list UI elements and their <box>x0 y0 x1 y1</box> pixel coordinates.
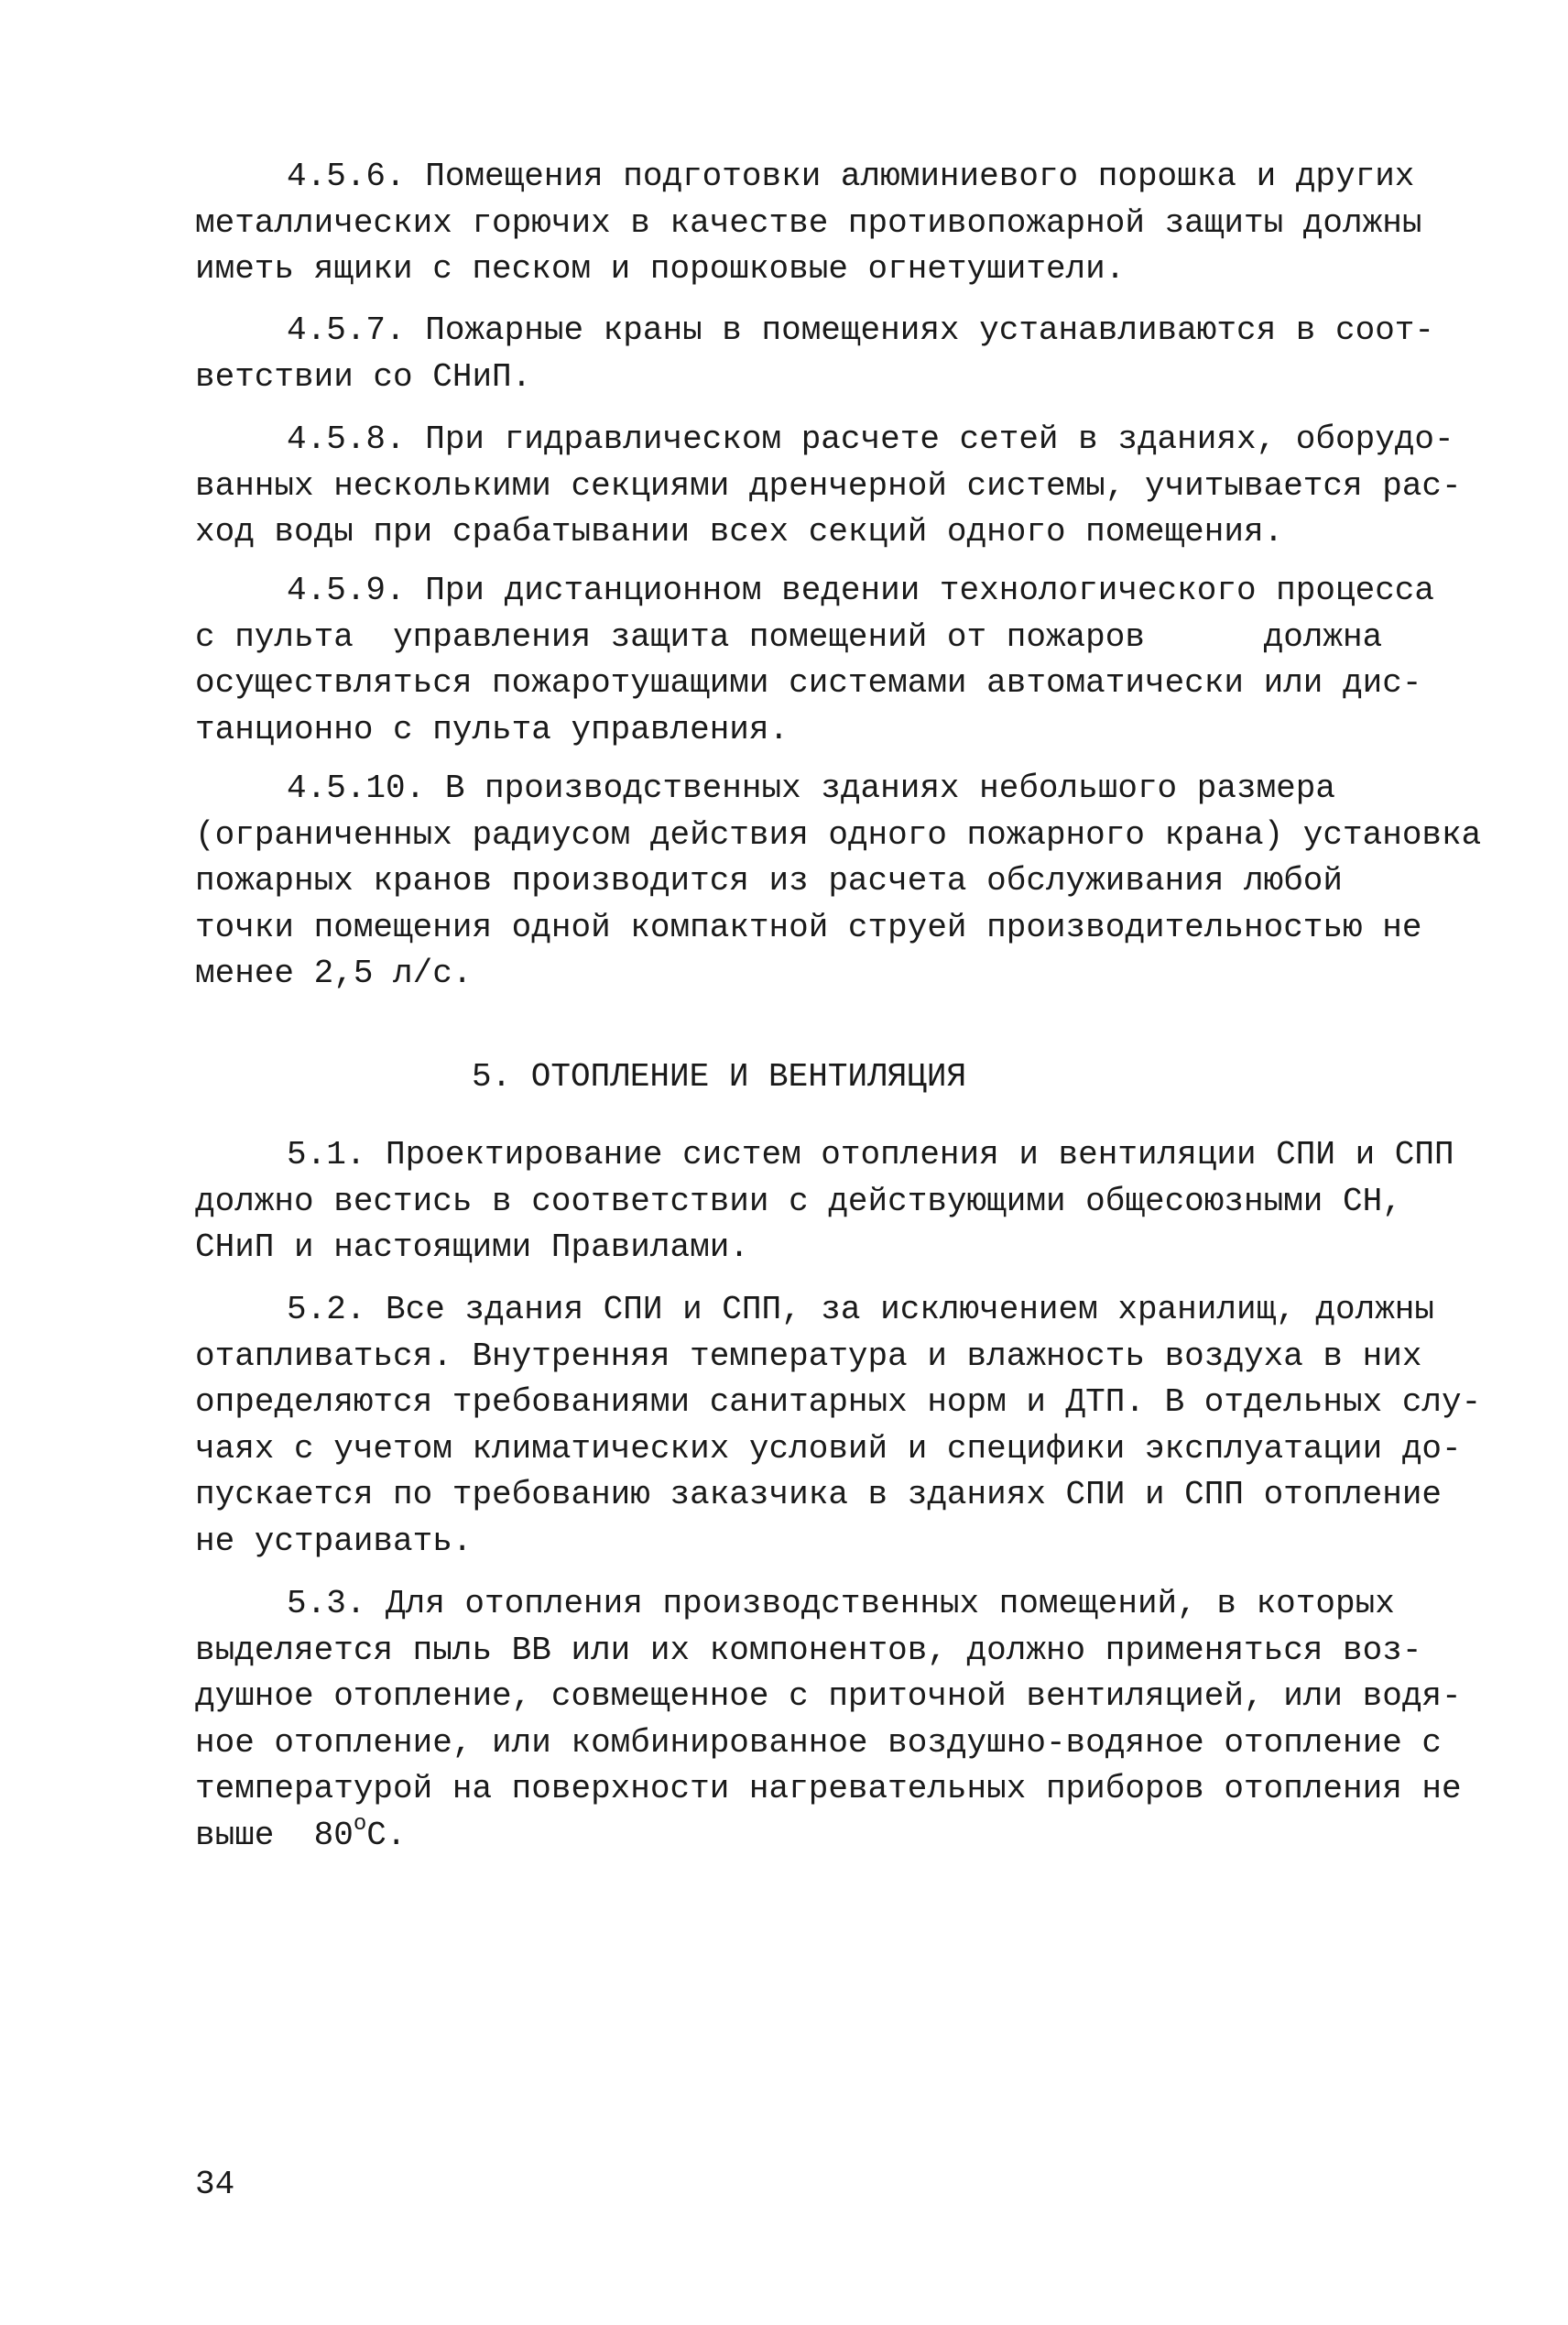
paragraph-5-2 <box>195 1287 1482 1565</box>
paragraph-5-3 <box>195 1581 1462 1859</box>
text-line: СНиП и настоящими Правилами. <box>195 1228 749 1266</box>
text-line: ход воды при срабатывании всех секций одного помещения. <box>195 513 1284 551</box>
text-line: 4.5.6. Помещения подготовки алюминиевого порошка и других <box>287 158 1415 195</box>
text-line: пускается по требованию заказчика в зданиях СПИ и СПП отопление <box>195 1476 1443 1513</box>
text-line: 4.5.7. Пожарные краны в помещениях устанавливаются в соот- <box>287 311 1435 349</box>
text-line: не устраивать. <box>195 1522 473 1560</box>
degree-superscript: о <box>353 1811 367 1837</box>
text-line: ное отопление, или комбинированное воздушно-водяное отопление с <box>195 1723 1443 1762</box>
text-line: с пульта управления защита помещений от пожаров должна <box>195 617 1383 656</box>
text-line: металлических горючих в качестве противопожарной защиты должны <box>195 203 1422 242</box>
text-line: температурой на поверхности нагревательных приборов отопления не <box>195 1770 1462 1807</box>
page-number: 34 <box>195 2166 235 2203</box>
text-line: менее 2,5 л/с. <box>195 955 473 992</box>
text-line: (ограниченных радиусом действия одного пожарного крана) установка <box>195 815 1482 854</box>
text-line: отапливаться. Внутренняя температура и влажность воздуха в них <box>195 1337 1422 1375</box>
text-line: выделяется пыль ВВ или их компонентов, должно применяться воз- <box>195 1631 1422 1669</box>
section-heading: 5. ОТОПЛЕНИЕ И ВЕНТИЛЯЦИЯ <box>472 1058 967 1096</box>
text-line: 4.5.10. В производственных зданиях небольшого размера <box>287 770 1335 807</box>
text-line: 5.2. Все здания СПИ и СПП, за исключением хранилищ, должны <box>287 1291 1435 1328</box>
text-line: 4.5.8. При гидравлическом расчете сетей в зданиях, оборудо- <box>287 420 1454 458</box>
paragraph-4-5-10 <box>195 766 1482 998</box>
text-line: пожарных кранов производится из расчета обслуживания любой <box>195 862 1344 900</box>
text-line: точки помещения одной компактной струей производительностью не <box>195 908 1422 946</box>
text-line: 5.3. Для отопления производственных помещений, в которых <box>287 1585 1395 1622</box>
paragraph-4-5-7 <box>195 308 1435 400</box>
text-line: танционно с пульта управления. <box>195 710 789 748</box>
text-line: 5.1. Проектирование систем отопления и вентиляции СПИ и СПП <box>287 1136 1454 1173</box>
text-line: определяются требованиями санитарных норм и ДТП. В отдельных слу- <box>195 1383 1482 1421</box>
text-line: чаях с учетом климатических условий и специфики эксплуатации до- <box>195 1429 1462 1468</box>
text-line: ветствии со СНиП. <box>195 357 532 396</box>
paragraph-5-1 <box>195 1132 1454 1272</box>
text-line-last <box>195 1813 1422 1860</box>
paragraph-4-5-9 <box>195 568 1435 753</box>
text-line: 4.5.9. При дистанционном ведении технологического процесса <box>287 572 1435 609</box>
paragraph-4-5-8 <box>195 417 1462 556</box>
paragraph-4-5-6 <box>195 154 1422 293</box>
text-suffix: С. <box>366 1816 407 1854</box>
text-line: ванных несколькими секциями дренчерной системы, учитывается рас- <box>195 466 1462 505</box>
text-line: осуществляться пожаротушащими системами автоматически или дис- <box>195 664 1422 702</box>
text-prefix: выше 80 <box>195 1816 354 1854</box>
text-line: должно вестись в соответствии с действующими общесоюзными СН, <box>195 1182 1402 1220</box>
text-line: иметь ящики с песком и порошковые огнетушители. <box>195 250 1126 288</box>
text-line: душное отопление, совмещенное с приточной вентиляцией, или водя- <box>195 1677 1462 1715</box>
